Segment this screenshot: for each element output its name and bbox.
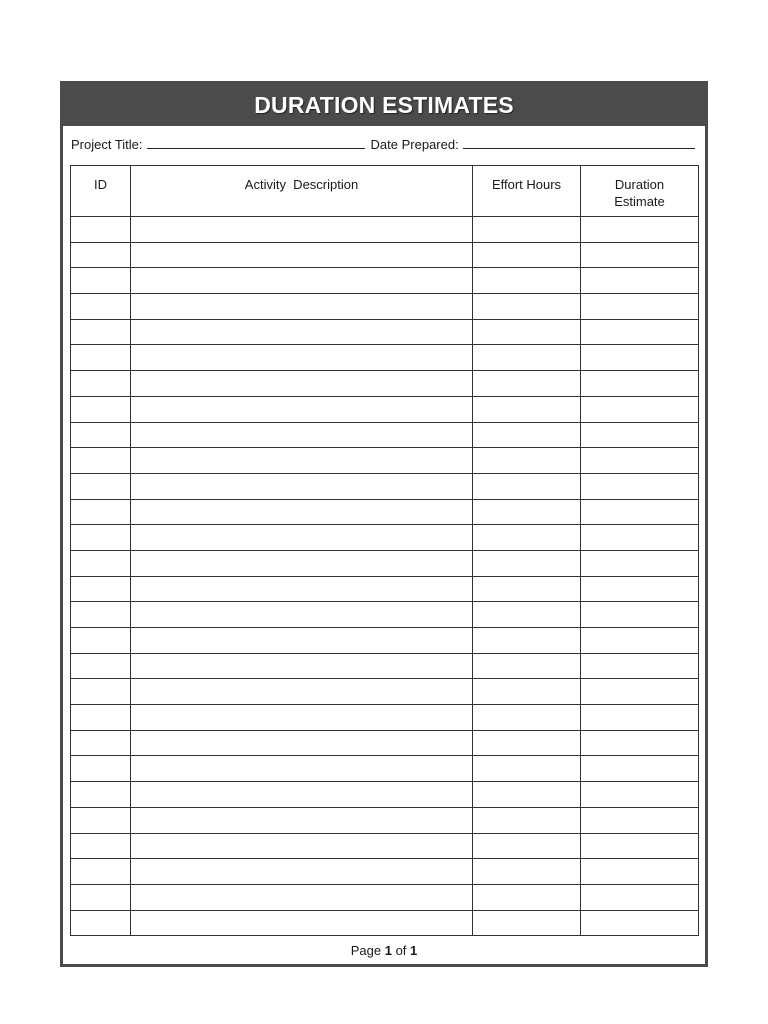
duration-estimates-form [60,81,708,967]
activity-description-cell[interactable] [131,628,473,654]
effort-hours-cell[interactable] [473,807,581,833]
effort-hours-cell[interactable] [473,473,581,499]
activity-description-cell[interactable] [131,345,473,371]
table-row [71,525,699,551]
table-row [71,268,699,294]
column-header-effort-hours: Effort Hours [473,166,581,217]
activity-description-cell[interactable] [131,294,473,320]
table-row [71,730,699,756]
table-row [71,319,699,345]
effort-hours-cell[interactable] [473,910,581,936]
id-cell[interactable] [71,422,131,448]
table-row [71,653,699,679]
effort-hours-cell[interactable] [473,499,581,525]
table-row [71,807,699,833]
activity-description-cell[interactable] [131,422,473,448]
id-cell[interactable] [71,730,131,756]
effort-hours-cell[interactable] [473,884,581,910]
duration-estimate-cell[interactable] [581,859,699,885]
table-row [71,602,699,628]
id-cell[interactable] [71,602,131,628]
table-row [71,628,699,654]
duration-estimate-cell[interactable] [581,628,699,654]
table-row [71,345,699,371]
duration-estimate-cell[interactable] [581,319,699,345]
duration-estimate-cell[interactable] [581,730,699,756]
id-cell[interactable] [71,653,131,679]
table-header-row [71,166,699,217]
table-row [71,294,699,320]
activity-description-cell[interactable] [131,525,473,551]
id-cell[interactable] [71,525,131,551]
duration-estimate-cell[interactable] [581,576,699,602]
activity-description-cell[interactable] [131,782,473,808]
activity-description-cell[interactable] [131,268,473,294]
activity-description-cell[interactable] [131,653,473,679]
of-word: of [395,943,407,958]
activity-description-cell[interactable] [131,473,473,499]
duration-estimate-cell[interactable] [581,345,699,371]
activity-description-cell[interactable] [131,319,473,345]
activity-description-cell[interactable] [131,679,473,705]
id-cell[interactable] [71,396,131,422]
table-body [71,217,699,936]
effort-hours-cell[interactable] [473,396,581,422]
activity-description-cell[interactable] [131,730,473,756]
id-cell[interactable] [71,576,131,602]
column-header-activity-description: Activity Description [131,166,473,217]
activity-description-cell[interactable] [131,807,473,833]
table-row [71,679,699,705]
id-cell[interactable] [71,807,131,833]
effort-hours-cell[interactable] [473,833,581,859]
form-title: DURATION ESTIMATES [63,84,705,126]
activity-description-cell[interactable] [131,396,473,422]
page-indicator [63,943,705,958]
table-row [71,422,699,448]
effort-hours-cell[interactable] [473,294,581,320]
id-cell[interactable] [71,628,131,654]
effort-hours-cell[interactable] [473,576,581,602]
activity-description-cell[interactable] [131,833,473,859]
duration-estimate-cell[interactable] [581,807,699,833]
table-row [71,217,699,243]
table-row [71,833,699,859]
effort-hours-cell[interactable] [473,448,581,474]
duration-estimate-cell[interactable] [581,473,699,499]
page-word: Page [350,943,382,958]
date-prepared-field[interactable] [463,148,695,149]
duration-estimate-cell[interactable] [581,653,699,679]
duration-estimate-cell[interactable] [581,525,699,551]
effort-hours-cell[interactable] [473,422,581,448]
current-page-number: 1 [384,943,392,958]
duration-estimate-cell[interactable] [581,550,699,576]
effort-hours-cell[interactable] [473,345,581,371]
activity-description-cell[interactable] [131,602,473,628]
activity-description-cell[interactable] [131,217,473,243]
effort-hours-cell[interactable] [473,730,581,756]
duration-estimate-cell[interactable] [581,756,699,782]
duration-estimate-cell[interactable] [581,884,699,910]
effort-hours-cell[interactable] [473,217,581,243]
effort-hours-cell[interactable] [473,268,581,294]
id-cell[interactable] [71,833,131,859]
id-cell[interactable] [71,859,131,885]
duration-estimate-cell[interactable] [581,910,699,936]
id-cell[interactable] [71,499,131,525]
id-cell[interactable] [71,705,131,731]
project-title-label: Project Title: [71,137,143,152]
duration-estimate-cell[interactable] [581,422,699,448]
duration-estimate-cell[interactable] [581,268,699,294]
activity-description-cell[interactable] [131,576,473,602]
duration-estimate-cell[interactable] [581,448,699,474]
id-cell[interactable] [71,242,131,268]
duration-estimates-table [70,165,699,936]
effort-hours-cell[interactable] [473,628,581,654]
duration-estimate-cell[interactable] [581,499,699,525]
id-cell[interactable] [71,756,131,782]
table-row [71,859,699,885]
table-row [71,782,699,808]
id-cell[interactable] [71,550,131,576]
id-cell[interactable] [71,448,131,474]
duration-estimate-cell[interactable] [581,396,699,422]
total-page-number: 1 [410,943,418,958]
effort-hours-cell[interactable] [473,242,581,268]
id-cell[interactable] [71,268,131,294]
activity-description-cell[interactable] [131,242,473,268]
table-row [71,499,699,525]
activity-description-cell[interactable] [131,859,473,885]
activity-description-cell[interactable] [131,884,473,910]
column-header-id: ID [71,166,131,217]
duration-estimate-cell[interactable] [581,294,699,320]
id-cell[interactable] [71,473,131,499]
table-row [71,705,699,731]
duration-estimate-cell[interactable] [581,371,699,397]
duration-estimate-cell[interactable] [581,782,699,808]
id-cell[interactable] [71,679,131,705]
table-row [71,371,699,397]
activity-description-cell[interactable] [131,550,473,576]
table-row [71,884,699,910]
id-cell[interactable] [71,345,131,371]
duration-estimate-cell[interactable] [581,833,699,859]
table-row [71,448,699,474]
duration-estimate-cell[interactable] [581,242,699,268]
project-title-field[interactable] [147,148,365,149]
table-row [71,550,699,576]
effort-hours-cell[interactable] [473,550,581,576]
table-row [71,756,699,782]
id-cell[interactable] [71,217,131,243]
table-row [71,576,699,602]
table-row [71,473,699,499]
activity-description-cell[interactable] [131,756,473,782]
effort-hours-cell[interactable] [473,859,581,885]
effort-hours-cell[interactable] [473,653,581,679]
id-cell[interactable] [71,782,131,808]
id-cell[interactable] [71,910,131,936]
duration-estimate-cell[interactable] [581,679,699,705]
date-prepared-label: Date Prepared: [370,137,459,152]
effort-hours-cell[interactable] [473,782,581,808]
duration-estimate-cell[interactable] [581,602,699,628]
activity-description-cell[interactable] [131,448,473,474]
effort-hours-cell[interactable] [473,679,581,705]
effort-hours-cell[interactable] [473,525,581,551]
activity-description-cell[interactable] [131,910,473,936]
id-cell[interactable] [71,319,131,345]
column-header-duration-estimate: Duration Estimate [581,166,699,217]
effort-hours-cell[interactable] [473,602,581,628]
activity-description-cell[interactable] [131,499,473,525]
table-row [71,242,699,268]
effort-hours-cell[interactable] [473,705,581,731]
effort-hours-cell[interactable] [473,319,581,345]
table-row [71,910,699,936]
form-meta-row [71,134,695,152]
activity-description-cell[interactable] [131,705,473,731]
activity-description-cell[interactable] [131,371,473,397]
id-cell[interactable] [71,371,131,397]
id-cell[interactable] [71,884,131,910]
id-cell[interactable] [71,294,131,320]
effort-hours-cell[interactable] [473,371,581,397]
table-row [71,396,699,422]
effort-hours-cell[interactable] [473,756,581,782]
duration-estimate-cell[interactable] [581,217,699,243]
duration-estimate-cell[interactable] [581,705,699,731]
